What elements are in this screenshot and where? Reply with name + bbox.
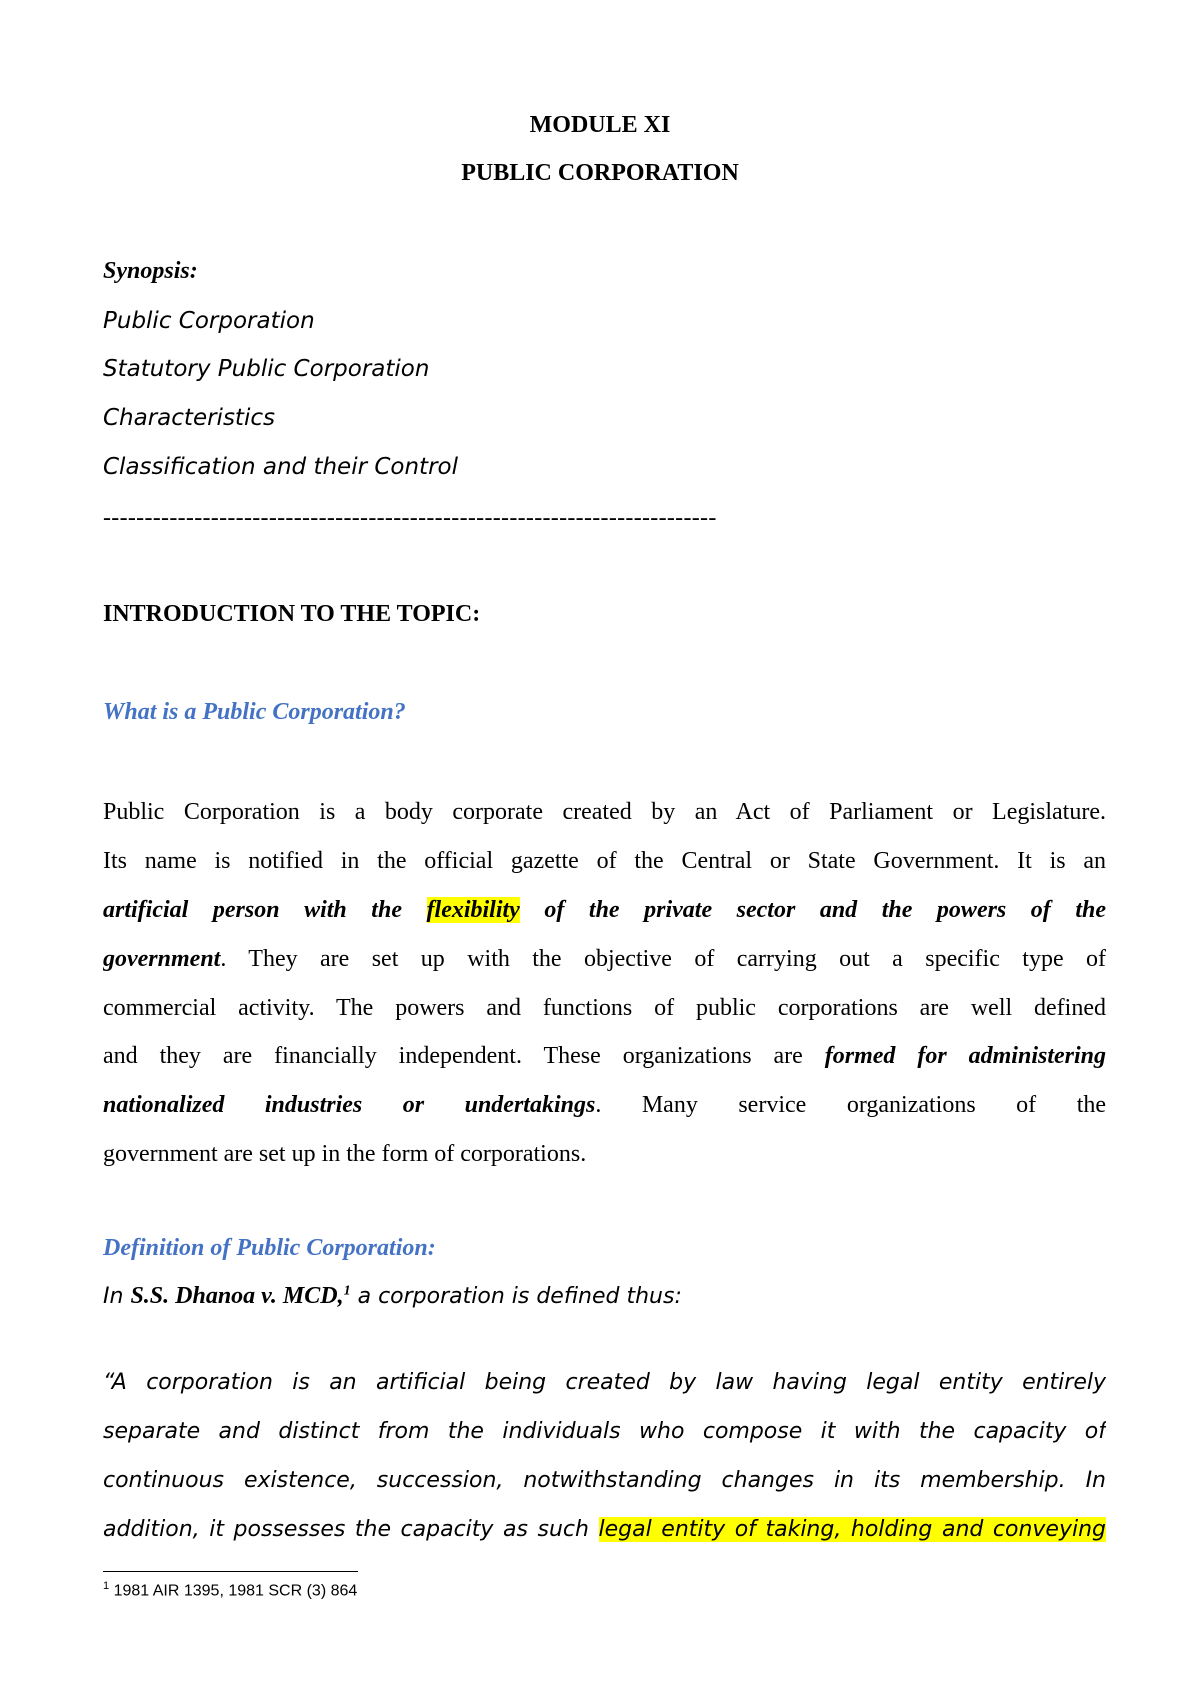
synopsis-label: Synopsis: xyxy=(103,258,198,284)
footnote xyxy=(103,1580,357,1600)
footnote-text: 1981 AIR 1395, 1981 SCR (3) 864 xyxy=(109,1582,358,1600)
paragraph-line: Its name is notified in the official gazette of the Central or State Government. It is an xyxy=(103,847,1106,874)
definition-intro: In S.S. Dhanoa v. MCD,$^1$ a corporation is defined thus: xyxy=(103,1283,682,1309)
synopsis-item: Classification and their Control xyxy=(103,454,458,480)
paragraph-line: Public Corporation is a body corporate created by an Act of Parliament or Legislature. xyxy=(103,799,1106,825)
paragraph-line: nationalized industries or undertakings. Many service organizations of the xyxy=(103,1092,1106,1119)
quote-line: “A corporation is an artificial being created by law having legal entity entirely xyxy=(103,1370,1106,1395)
module-title: MODULE XI xyxy=(529,112,671,138)
highlighted-text: flexibility xyxy=(426,896,520,923)
definition-quote xyxy=(103,1358,1106,1554)
highlighted-text: legal entity of taking, holding and conveying xyxy=(598,1516,1106,1542)
paragraph-line: government are set up in the form of corporations. xyxy=(103,1141,587,1168)
quote-line: separate and distinct from the individuals who compose it with the capacity of xyxy=(103,1418,1106,1444)
question-heading: What is a Public Corporation? xyxy=(103,699,406,725)
footnote-separator xyxy=(103,1571,358,1572)
footnote-number: 1 xyxy=(103,1580,110,1592)
introduction-paragraph xyxy=(103,788,1106,1179)
introduction-heading: INTRODUCTION TO THE TOPIC: xyxy=(103,601,481,627)
quote-line: addition, it possesses the capacity as such legal entity of taking, holding and conveying xyxy=(103,1516,1106,1542)
paragraph-line: commercial activity. The powers and functions of public corporations are well defined xyxy=(103,994,1106,1021)
paragraph-line: government. They are set up with the objective of carrying out a specific type of xyxy=(103,945,1106,972)
module-subtitle: PUBLIC CORPORATION xyxy=(461,160,739,186)
case-name: S.S. Dhanoa v. MCD, xyxy=(130,1283,344,1309)
footnote-ref: 1 xyxy=(343,1283,351,1299)
paragraph-line: and they are financially independent. These organizations are formed for administering xyxy=(103,1043,1106,1070)
paragraph-line: artificial person with the flexibility of the private sector and the powers of the xyxy=(103,896,1106,923)
synopsis-item: Statutory Public Corporation xyxy=(103,356,430,382)
separator-line: -------------------------------------------------------------------------- xyxy=(103,505,717,531)
quote-line: continuous existence, succession, notwithstanding changes in its membership. In xyxy=(103,1467,1106,1493)
synopsis-item: Public Corporation xyxy=(103,308,315,334)
synopsis-item: Characteristics xyxy=(103,405,275,431)
definition-heading: Definition of Public Corporation: xyxy=(103,1235,436,1261)
